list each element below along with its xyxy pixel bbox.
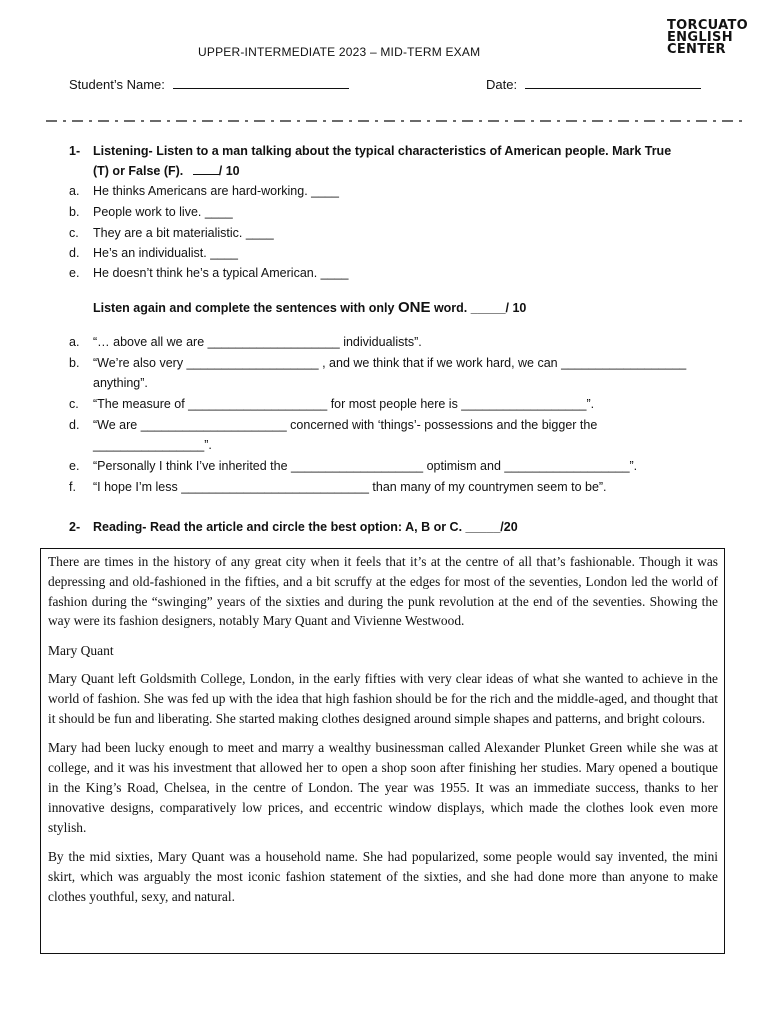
item-text: He’s an individualist. ____ [93, 246, 239, 260]
item-letter: f. [69, 480, 76, 494]
school-logo [667, 20, 751, 56]
article-paragraph: Mary had been lucky enough to meet and marry a wealthy businessman called Alexander Plunket Green while she was at college, and it was his investment that allowed her to open a shop soon after finishing her studies. Mary opened a boutique in the King’s Road, Chelsea, in the centre of London. The year was 1955. It was an immediate success, thanks to her innovative designs, comparatively low prices, and eccentric window displays, which made the clothes look even more stylish. [48, 740, 718, 835]
list-item[interactable] [69, 353, 729, 373]
logo-line-1: TORCUATO [667, 18, 748, 33]
list-item[interactable] [69, 456, 729, 476]
date-label: Date: [486, 77, 518, 92]
item-letter: a. [69, 335, 80, 349]
list-item[interactable] [69, 223, 729, 243]
article-heading: Mary Quant [48, 643, 114, 659]
item-letter: a. [69, 184, 80, 198]
item-letter: c. [69, 397, 79, 411]
list-item[interactable] [69, 477, 729, 497]
student-name-label: Student’s Name: [69, 77, 165, 92]
question-1-score: / 10 [218, 164, 240, 178]
item-text: He thinks Americans are hard-working. ____ [93, 184, 339, 198]
student-name-field [69, 76, 349, 92]
item-letter: c. [69, 226, 79, 240]
list-item[interactable] [69, 415, 729, 435]
list-item[interactable] [69, 243, 729, 263]
item-text: “The measure of ____________________ for most people here is __________________”. [93, 397, 595, 411]
item-text: They are a bit materialistic. ____ [93, 226, 274, 240]
item-text: “… above all we are ___________________ individualists”. [93, 335, 422, 349]
question-1 [69, 141, 729, 181]
item-letter: b. [69, 205, 80, 219]
question-2-text: Reading- Read the article and circle the best option: A, B or C. _____/20 [93, 520, 518, 534]
item-text: People work to live. ____ [93, 205, 233, 219]
item-text: “I hope I’m less ___________________________ than many of my countrymen seem to be”. [93, 480, 607, 494]
question-2 [69, 517, 729, 537]
list-item[interactable] [69, 263, 729, 283]
list-item[interactable] [69, 202, 729, 222]
article-paragraph: There are times in the history of any great city when it feels that it’s at the centre of all that’s fashionable. Though it was depressing and old-fashioned in the fifties, and a bit scruffy at the edges for most of the seventies, London led the world of fashion during the “swinging” years of the sixties and during the punk revolution at the end of the seventies. Showing the way were its fashion designers, notably Mary Quant and Vivienne Westwood. [48, 554, 718, 629]
logo-line-2: ENGLISH [667, 30, 733, 45]
instruction-emphasis: ONE [397, 299, 431, 316]
list-item[interactable] [69, 332, 729, 352]
list-item[interactable] [69, 181, 729, 201]
exam-title: UPPER-INTERMEDIATE 2023 – MID-TERM EXAM [198, 45, 481, 59]
question-number: 2- [69, 520, 81, 534]
instruction-text-end: word. [433, 301, 468, 315]
listen-again-instruction [93, 299, 526, 316]
item-letter [69, 373, 93, 393]
question-1-text-cont: (T) or False (F). [93, 164, 184, 178]
item-text: anything”. [93, 376, 148, 390]
question-number: 1- [69, 144, 81, 158]
date-field [486, 76, 701, 92]
item-text: “We’re also very ___________________ , and we think that if we work hard, we can __________________ [93, 356, 687, 370]
list-item-continuation [69, 435, 729, 455]
question-1-text: Listening- Listen to a man talking about the typical characteristics of American people. Mark True [93, 144, 672, 158]
item-text: He doesn’t think he’s a typical American. ____ [93, 266, 349, 280]
article-paragraph: Mary Quant left Goldsmith College, London, in the early fifties with very clear ideas of what she wanted to achieve in the world of fashion. She was fed up with the idea that high fashion should be for the rich and the middle-aged, and thought that it should be fun and liberating. She started making clothes designed around simple shapes and patterns, and bright colours. [48, 670, 718, 726]
item-letter: b. [69, 356, 80, 370]
instruction-text: Listen again and complete the sentences with only [93, 301, 395, 315]
instruction-score: _____/ 10 [470, 301, 527, 315]
date-blank[interactable] [525, 76, 701, 89]
item-letter: d. [69, 418, 80, 432]
item-text: “We are _____________________ concerned with ‘things’- possessions and the bigger the [93, 418, 598, 432]
item-letter: e. [69, 459, 80, 473]
item-letter: d. [69, 246, 80, 260]
cut-line-divider [46, 118, 746, 124]
student-name-blank[interactable] [173, 76, 349, 89]
logo-line-3: CENTER [667, 42, 726, 57]
list-item-continuation [69, 373, 729, 393]
article-paragraph: By the mid sixties, Mary Quant was a household name. She had popularized, some people would say invented, the mini skirt, which was arguably the most iconic fashion statement of the sixties, and she had done more than anyone to make clothes youthful, sexy, and natural. [48, 849, 718, 904]
reading-article [40, 548, 725, 954]
list-item[interactable] [69, 394, 729, 414]
item-letter: e. [69, 266, 80, 280]
item-text: “Personally I think I’ve inherited the ___________________ optimism and __________________”. [93, 459, 638, 473]
item-letter [69, 435, 93, 455]
score-blank [193, 162, 219, 175]
item-text: ________________”. [93, 438, 212, 452]
